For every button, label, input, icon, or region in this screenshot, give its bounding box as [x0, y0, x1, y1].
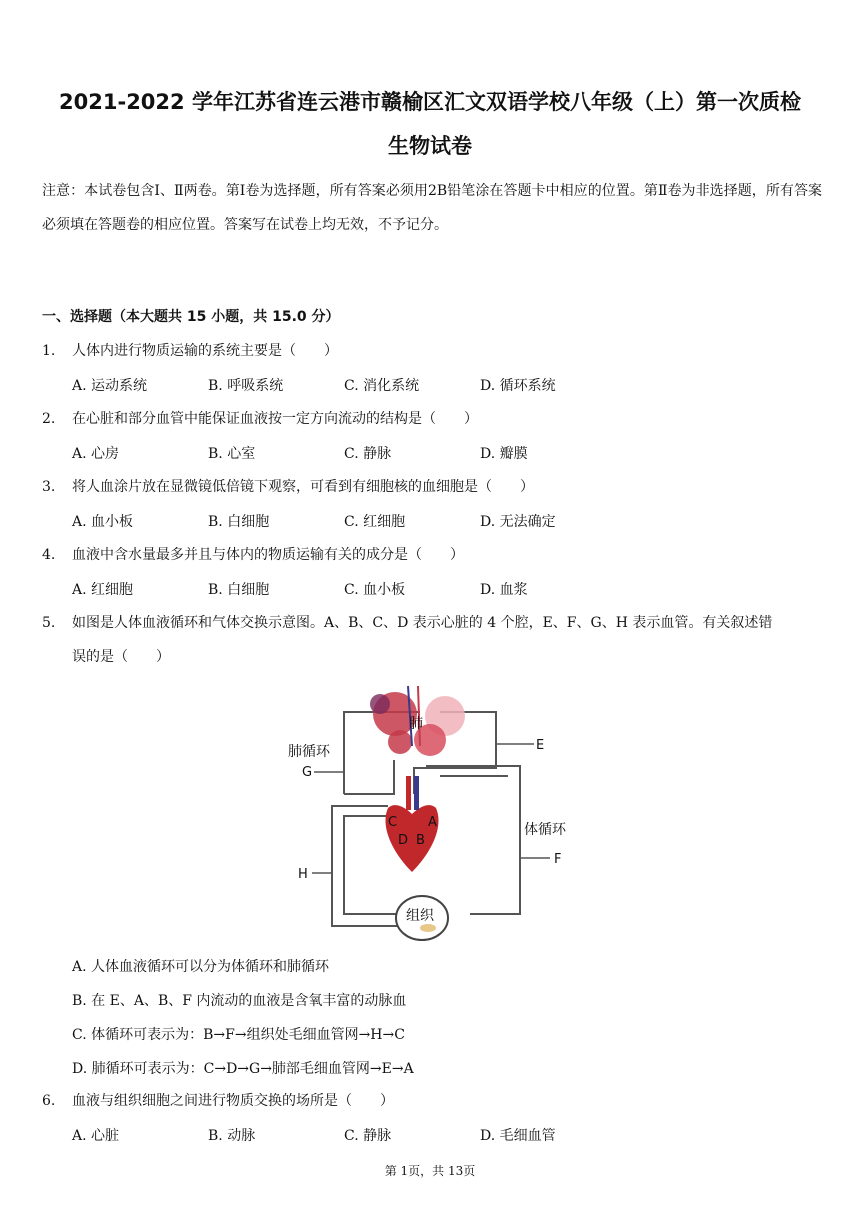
option-b[interactable]: B. 呼吸系统 — [208, 378, 284, 394]
option-c[interactable]: C. 红细胞 — [344, 514, 406, 530]
option-b[interactable]: B. 白细胞 — [208, 582, 270, 598]
lung-icon — [370, 686, 465, 756]
option-d[interactable]: D. 瓣膜 — [480, 446, 528, 462]
question-4 — [42, 545, 832, 565]
question-number: 2. — [42, 411, 56, 427]
option-a[interactable]: A. 运动系统 — [72, 378, 148, 394]
question-text: 如图是人体血液循环和气体交换示意图。A、B、C、D 表示心脏的 4 个腔，E、F、G、H 表示血管。有关叙述错 — [72, 615, 773, 631]
chamber-b-label: B — [416, 833, 425, 848]
option-c[interactable]: C. 消化系统 — [344, 378, 420, 394]
circulation-diagram — [280, 676, 600, 948]
exam-notice: 注意：本试卷包含Ⅰ、Ⅱ两卷。第Ⅰ卷为选择题，所有答案必须用2B铅笔涂在答题卡中相应的位置。第Ⅱ卷为非选择题，所有答案必须填在答题卷的相应位置。答案写在试卷上均无效，不予记分。 — [42, 183, 822, 233]
option-b[interactable]: B. 心室 — [208, 446, 256, 462]
question-3-options — [72, 511, 772, 531]
question-text: 在心脏和部分血管中能保证血液按一定方向流动的结构是（ ） — [72, 411, 478, 427]
question-number: 1. — [42, 343, 56, 359]
option-c[interactable]: C. 血小板 — [344, 582, 406, 598]
question-text: 血液中含水量最多并且与体内的物质运输有关的成分是（ ） — [72, 547, 464, 563]
option-d[interactable]: D. 毛细血管 — [480, 1128, 556, 1144]
option-c[interactable]: C. 静脉 — [344, 446, 392, 462]
tissue-icon — [396, 896, 448, 940]
option-b[interactable]: B. 动脉 — [208, 1128, 256, 1144]
chamber-d-label: D — [398, 833, 409, 848]
exam-title-line1: 2021-2022 学年江苏省连云港市赣榆区汇文双语学校八年级（上）第一次质检 — [59, 90, 801, 114]
question-1-options — [72, 375, 772, 395]
option-a[interactable]: A. 心脏 — [72, 1128, 120, 1144]
chamber-c-label: C — [388, 815, 398, 830]
option-a[interactable]: A. 心房 — [72, 446, 120, 462]
exam-title-line2: 生物试卷 — [388, 134, 472, 158]
section-title: 一、选择题（本大题共 15 小题，共 15.0 分） — [42, 309, 340, 325]
option-a[interactable]: A. 人体血液循环可以分为体循环和肺循环 — [72, 959, 330, 975]
question-number: 6. — [42, 1093, 56, 1109]
vessel-f-label: F — [554, 852, 562, 867]
option-c[interactable]: C. 静脉 — [344, 1128, 392, 1144]
option-c[interactable]: C. 体循环可表示为：B→F→组织处毛细血管网→H→C — [72, 1027, 405, 1043]
question-text-continued: 误的是（ ） — [72, 649, 170, 665]
question-4-options — [72, 579, 772, 599]
tissue-label: 组织 — [406, 908, 434, 924]
option-d[interactable]: D. 肺循环可表示为：C→D→G→肺部毛细血管网→E→A — [72, 1061, 414, 1077]
question-3 — [42, 477, 832, 497]
option-b[interactable]: B. 在 E、A、B、F 内流动的血液是含氧丰富的动脉血 — [72, 993, 407, 1009]
question-text: 人体内进行物质运输的系统主要是（ ） — [72, 343, 338, 359]
question-2-options — [72, 443, 772, 463]
question-2 — [42, 409, 832, 429]
question-text: 血液与组织细胞之间进行物质交换的场所是（ ） — [72, 1093, 394, 1109]
option-d[interactable]: D. 循环系统 — [480, 378, 556, 394]
option-a[interactable]: A. 红细胞 — [72, 582, 134, 598]
option-d[interactable]: D. 无法确定 — [480, 514, 556, 530]
vessel-h-label: H — [298, 867, 308, 882]
question-text: 将人血涂片放在显微镜低倍镜下观察，可看到有细胞核的血细胞是（ ） — [72, 479, 534, 495]
question-6 — [42, 1091, 832, 1111]
page-footer: 第 1页，共 13页 — [384, 1164, 476, 1178]
vessel-e-label: E — [536, 738, 545, 753]
systemic-circulation-label: 体循环 — [524, 822, 566, 838]
question-number: 5. — [42, 615, 56, 631]
vessel-g-label: G — [302, 765, 313, 780]
question-6-options — [72, 1125, 772, 1145]
option-b[interactable]: B. 白细胞 — [208, 514, 270, 530]
question-number: 3. — [42, 479, 56, 495]
question-5 — [42, 613, 832, 673]
option-a[interactable]: A. 血小板 — [72, 514, 134, 530]
chamber-a-label: A — [428, 815, 437, 830]
question-number: 4. — [42, 547, 56, 563]
option-d[interactable]: D. 血浆 — [480, 582, 528, 598]
lung-label: 肺 — [409, 716, 423, 732]
question-1 — [42, 341, 832, 361]
pulmonary-circulation-label: 肺循环 — [288, 744, 330, 760]
